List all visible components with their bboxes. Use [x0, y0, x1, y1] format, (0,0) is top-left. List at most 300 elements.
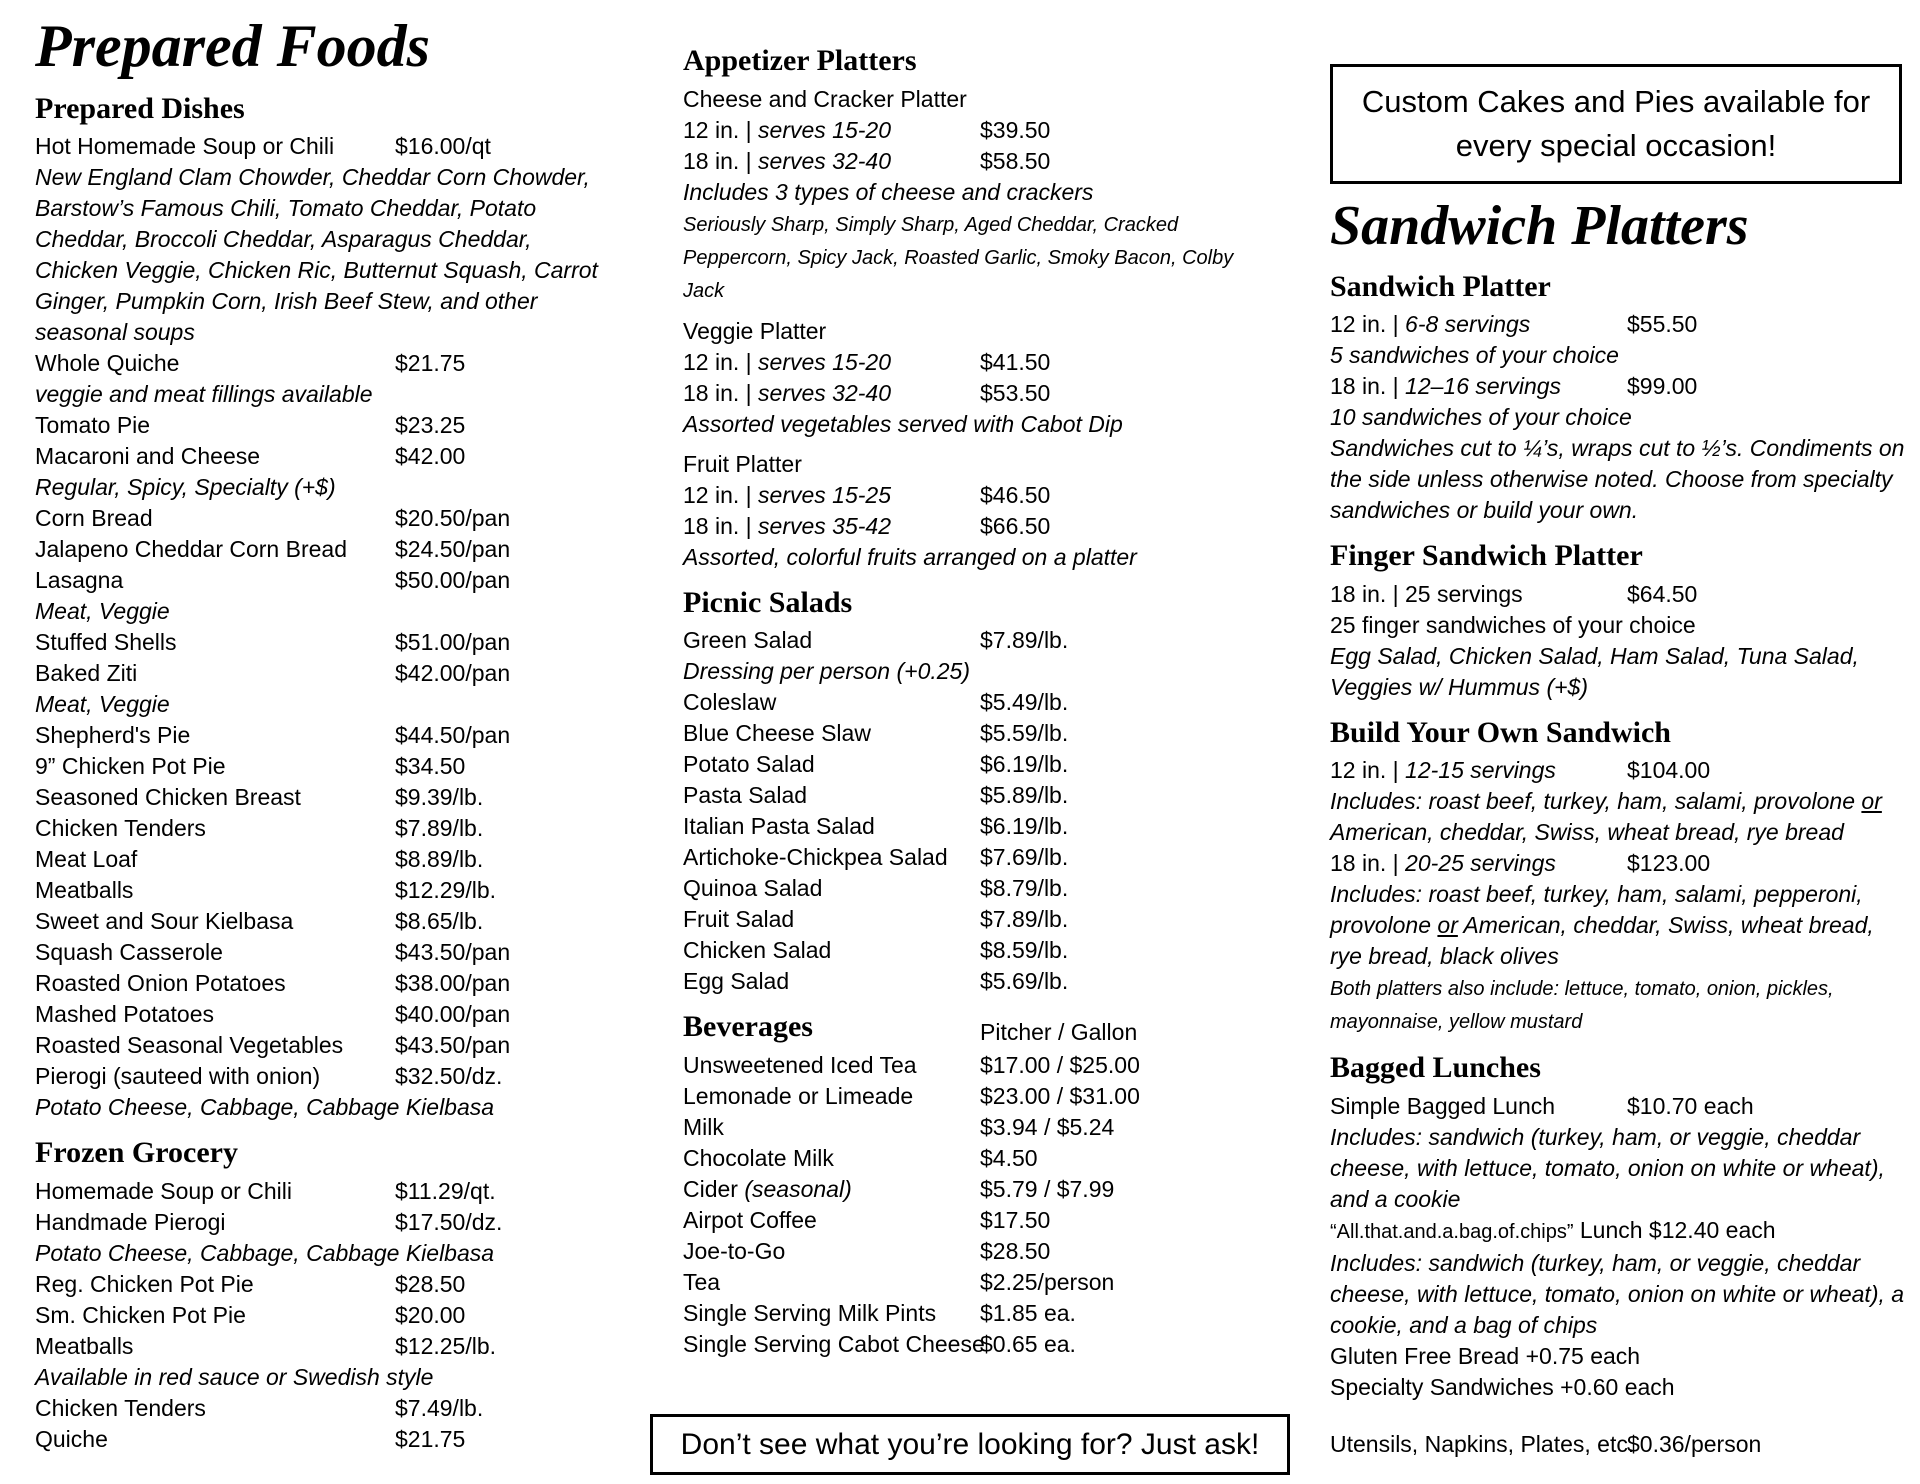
item-label: [35, 412, 150, 438]
menu-item: [683, 687, 1248, 718]
menu-item: [35, 565, 600, 596]
text-segment: 10 sandwiches of your choice: [1330, 404, 1632, 430]
menu-item: [35, 534, 600, 565]
text-segment: Blue Cheese Slaw: [683, 720, 871, 746]
menu-item: [683, 347, 1248, 378]
text-segment: Tomato Pie: [35, 412, 151, 439]
item-label: [35, 691, 170, 717]
text-segment: Egg Salad, Chicken Salad, Ham Salad, Tuna Salad, Veggies w/ Hummus (+$): [1330, 642, 1859, 700]
item-label: [35, 598, 170, 624]
text-segment: 25 finger sandwiches of your choice: [1330, 611, 1696, 638]
item-price: $41.50: [980, 348, 1051, 375]
text-segment: 12 in. |: [683, 116, 759, 143]
item-label: [35, 846, 137, 872]
menu-note: [35, 1362, 600, 1393]
section-title: Build Your Own Sandwich: [1330, 715, 1671, 749]
text-segment: Available in red sauce or Swedish style: [35, 1363, 434, 1390]
menu-note: [1330, 972, 1905, 1038]
menu-item: [683, 1174, 1248, 1205]
text-segment: 12 in. |: [683, 348, 759, 375]
item-label: [683, 544, 1137, 570]
menu-item: [35, 1176, 600, 1207]
item-label: [683, 1331, 985, 1357]
text-segment: Joe-to-Go: [683, 1237, 786, 1264]
menu-item: [683, 1081, 1248, 1112]
menu-note: [683, 84, 1248, 115]
menu-note: [683, 542, 1248, 573]
menu-item: [35, 937, 600, 968]
menu-note: [1330, 402, 1905, 433]
text-segment: Coleslaw: [683, 689, 777, 715]
text-segment: Single Serving Cabot Cheese: [683, 1330, 985, 1357]
menu-item: [683, 625, 1248, 656]
section-title: Prepared Dishes: [35, 91, 245, 125]
section-header: [683, 1010, 1248, 1045]
item-label: [1330, 757, 1556, 783]
section-header: [35, 1136, 600, 1171]
item-label: [1330, 435, 1904, 523]
section-title: Beverages: [683, 1010, 813, 1043]
text-segment: Jalapeno Cheddar Corn Bread: [35, 536, 347, 563]
item-price: $6.19/lb.: [980, 813, 1069, 839]
item-price: $8.59/lb.: [980, 937, 1069, 963]
text-segment: Regular, Spicy, Specialty (+$): [35, 474, 336, 501]
item-label: [35, 753, 225, 779]
item-label: [1330, 404, 1632, 430]
menu-note: [683, 409, 1248, 440]
item-price: $2.25/person: [980, 1268, 1115, 1295]
item-price: $17.00 / $25.00: [980, 1051, 1140, 1078]
item-label: [35, 784, 301, 810]
text-segment: Sandwiches cut to ¼’s, wraps cut to ½’s. Condiments on the side unless otherwise noted. Choose from specialty sandwiches or build your own.: [1330, 435, 1905, 523]
item-label: [35, 908, 293, 934]
section-title: Finger Sandwich Platter: [1330, 539, 1643, 572]
menu-item: [683, 115, 1248, 146]
item-label: [35, 567, 123, 593]
item-price: $34.50: [395, 753, 466, 780]
text-segment: Meatballs: [35, 877, 134, 904]
item-price: $42.00/pan: [395, 660, 511, 687]
text-segment: Includes 3 types of cheese and crackers: [683, 178, 1094, 205]
text-segment: Chicken Salad: [683, 937, 832, 963]
text-segment: Fruit Salad: [683, 906, 795, 932]
section-title: Bagged Lunches: [1330, 1051, 1541, 1084]
section-header: [1330, 270, 1905, 305]
item-label: [1330, 881, 1874, 969]
menu-item: [35, 720, 600, 751]
menu-item: [35, 410, 600, 441]
section-price-column-header: Pitcher / Gallon: [980, 1019, 1138, 1045]
menu-note: [1330, 1341, 1905, 1372]
item-price: $10.70 each: [1627, 1092, 1754, 1119]
menu-item: [35, 1331, 600, 1362]
text-segment: Shepherd's Pie: [35, 722, 191, 749]
menu-item: [1330, 1091, 1905, 1122]
item-price: $44.50/pan: [395, 722, 511, 749]
text-segment: 20-25 servings: [1405, 850, 1556, 876]
menu-note: [683, 177, 1248, 208]
item-price: $28.50: [395, 1270, 466, 1297]
item-label: [683, 451, 802, 477]
item-label: [35, 1302, 246, 1328]
text-segment: Macaroni and Cheese: [35, 443, 261, 470]
text-segment: 5 sandwiches of your choice: [1330, 342, 1619, 368]
item-label: [683, 411, 1123, 437]
item-price: $4.50: [980, 1144, 1038, 1171]
text-segment: Pasta Salad: [683, 782, 808, 808]
custom-cakes-callout: Custom Cakes and Pies available for every special occasion!: [1330, 64, 1902, 184]
text-segment: Simple Bagged Lunch: [1330, 1092, 1556, 1119]
text-segment: Quinoa Salad: [683, 875, 823, 901]
menu-item: [683, 718, 1248, 749]
menu-item: [683, 811, 1248, 842]
text-segment: Gluten Free Bread +0.75 each: [1330, 1342, 1641, 1369]
menu-item: [35, 131, 600, 162]
item-label: [35, 877, 133, 903]
item-label: [35, 1032, 343, 1058]
item-price: $46.50: [980, 481, 1051, 508]
item-label: [683, 937, 831, 963]
item-label: [683, 380, 891, 406]
item-price: $20.50/pan: [395, 505, 511, 532]
item-price: $0.65 ea.: [980, 1330, 1076, 1357]
text-segment: Airpot Coffee: [683, 1206, 817, 1233]
menu-item: [683, 935, 1248, 966]
text-segment: Dressing per person (+0.25): [683, 658, 971, 684]
item-label: [35, 1426, 108, 1452]
menu-item: [35, 1030, 600, 1061]
menu-note: [35, 162, 600, 348]
item-price: $39.50: [980, 116, 1051, 143]
menu-item: [683, 749, 1248, 780]
item-label: [683, 1269, 720, 1295]
item-label: [683, 513, 891, 539]
menu-item: [683, 1143, 1248, 1174]
text-segment: serves 15-20: [758, 116, 891, 143]
item-label: [35, 1001, 214, 1027]
text-segment: Meat, Veggie: [35, 691, 170, 718]
item-label: [35, 505, 153, 531]
menu-item: [35, 627, 600, 658]
text-segment: Meat, Veggie: [35, 598, 170, 625]
text-segment: 18 in. |: [683, 512, 759, 539]
menu-item: [683, 1112, 1248, 1143]
menu-note: [1330, 879, 1905, 972]
text-segment: Tea: [683, 1268, 721, 1295]
item-label: [683, 349, 891, 375]
text-segment: Artichoke-Chickpea Salad: [683, 844, 948, 870]
menu-item: [683, 511, 1248, 542]
text-segment: 12 in. |: [1330, 757, 1406, 783]
menu-item: [683, 1329, 1248, 1360]
menu-note: [1330, 1122, 1905, 1215]
item-price: $17.50/dz.: [395, 1208, 503, 1235]
item-price: $11.29/qt.: [395, 1177, 496, 1204]
item-label: [35, 1240, 494, 1266]
text-segment: Seriously Sharp, Simply Sharp, Aged Cheddar, Cracked Peppercorn, Spicy Jack, Roasted Garlic, Smoky Bacon, Colby Jack: [683, 213, 1234, 302]
item-label: [35, 381, 373, 407]
text-segment: Potato Salad: [683, 751, 815, 777]
item-label: [1330, 373, 1561, 399]
text-segment: Potato Cheese, Cabbage, Cabbage Kielbasa: [35, 1094, 495, 1121]
page-title: Prepared Foods: [35, 13, 430, 79]
text-segment: Stuffed Shells: [35, 629, 177, 656]
item-label: [35, 970, 286, 996]
text-segment: American, cheddar, Swiss, wheat bread, rye bread, black olives: [1330, 912, 1874, 969]
section-header: [683, 44, 1248, 79]
item-label: [683, 751, 815, 777]
menu-note: [35, 379, 600, 410]
text-segment: 18 in. |: [683, 147, 759, 174]
text-segment: serves 32-40: [758, 147, 891, 174]
item-price: $38.00/pan: [395, 970, 511, 997]
text-segment: Roasted Onion Potatoes: [35, 970, 286, 997]
item-label: [1330, 788, 1882, 845]
text-segment: Includes: sandwich (turkey, ham, or veggie, cheddar cheese, with lettuce, tomato, onion on white or wheat), and a cookie: [1330, 1123, 1885, 1212]
menu-note: [35, 472, 600, 503]
text-segment: 12 in. |: [683, 481, 759, 508]
item-price: $53.50: [980, 379, 1051, 406]
item-label: [35, 629, 177, 655]
item-price: $0.36/person: [1627, 1430, 1762, 1457]
item-label: [35, 1209, 226, 1235]
text-segment: Veggie Platter: [683, 317, 827, 344]
item-label: [683, 1145, 834, 1171]
menu-note: [683, 656, 1248, 687]
section-title: Appetizer Platters: [683, 44, 917, 77]
item-label: [35, 1333, 133, 1359]
menu-item: [683, 780, 1248, 811]
item-price: $50.00/pan: [395, 567, 511, 594]
item-label: [683, 782, 807, 808]
menu-item: [35, 782, 600, 813]
text-segment: American, cheddar, Swiss, wheat bread, rye bread: [1330, 819, 1844, 845]
text-segment: Sweet and Sour Kielbasa: [35, 908, 294, 935]
menu-item: [1330, 371, 1905, 402]
text-segment: Chicken Tenders: [35, 815, 206, 842]
item-price: $1.85 ea.: [980, 1299, 1076, 1326]
text-segment: Egg Salad: [683, 968, 790, 994]
text-segment: Squash Casserole: [35, 939, 223, 966]
page-title: Sandwich Platters: [1330, 195, 1749, 258]
item-label: [1330, 974, 1834, 1033]
menu-item: [683, 966, 1248, 997]
item-label: [683, 318, 826, 344]
text-segment: Hot Homemade Soup or Chili: [35, 133, 335, 160]
menu-item: [35, 751, 600, 782]
menu-note: [35, 1238, 600, 1269]
text-segment: 18 in. |: [1330, 850, 1406, 876]
item-label: [683, 627, 812, 653]
section-header: [1330, 539, 1905, 574]
menu-item: [35, 503, 600, 534]
item-price: $16.00/qt: [395, 133, 491, 160]
menu-item: [35, 1393, 600, 1424]
item-label: [1330, 1093, 1555, 1119]
item-label: [35, 1178, 292, 1204]
text-segment: or: [1437, 912, 1458, 938]
section-header: [35, 92, 600, 127]
item-price: $7.49/lb.: [395, 1394, 484, 1421]
item-label: [1330, 1431, 1634, 1457]
menu-item: [35, 999, 600, 1030]
menu-item: [35, 1061, 600, 1092]
section-title: Picnic Salads: [683, 585, 853, 619]
item-label: [1330, 1217, 1776, 1243]
item-price: $9.39/lb.: [395, 784, 484, 811]
item-price: $23.00 / $31.00: [980, 1082, 1140, 1109]
text-segment: Reg. Chicken Pot Pie: [35, 1270, 254, 1297]
text-segment: Handmade Pierogi: [35, 1208, 226, 1235]
item-price: $20.00: [395, 1301, 466, 1328]
text-segment: Assorted, colorful fruits arranged on a platter: [683, 543, 1137, 570]
menu-item: [683, 1205, 1248, 1236]
item-price: $58.50: [980, 147, 1051, 174]
item-label: [683, 906, 794, 932]
item-price: $7.89/lb.: [395, 815, 484, 842]
text-segment: Sm. Chicken Pot Pie: [35, 1301, 246, 1328]
text-segment: New England Clam Chowder, Cheddar Corn Chowder, Barstow’s Famous Chili, Tomato Cheddar, Potato Cheddar, Broccoli Cheddar, Asparagus Cheddar, Chicken Veggie, Chicken Ric, Butternut Squash, Carrot Ginger, Pumpkin Corn, Irish Beef Stew, and other seasonal soups: [35, 164, 598, 346]
item-label: [35, 443, 260, 469]
menu-note: [683, 316, 1248, 347]
item-price: $8.65/lb.: [395, 908, 484, 935]
menu-item: [1330, 579, 1905, 610]
menu-item: [683, 378, 1248, 409]
item-label: [1330, 311, 1530, 337]
item-label: [1330, 581, 1523, 607]
text-segment: Single Serving Milk Pints: [683, 1299, 937, 1326]
item-label: [1330, 1374, 1675, 1400]
item-label: [683, 1238, 785, 1264]
item-label: [35, 1271, 254, 1297]
item-label: [35, 1094, 494, 1120]
item-price: $51.00/pan: [395, 629, 511, 656]
item-label: [35, 536, 347, 562]
text-segment: Fruit Platter: [683, 450, 802, 477]
menu-item: [683, 842, 1248, 873]
section-title: Frozen Grocery: [35, 1136, 238, 1170]
item-label: [683, 1207, 817, 1233]
text-segment: 6-8 servings: [1405, 311, 1531, 337]
text-segment: Unsweetened Iced Tea: [683, 1051, 917, 1078]
text-segment: Both platters also include: lettuce, tomato, onion, pickles, mayonnaise, yellow mustard: [1330, 978, 1834, 1033]
text-segment: Specialty Sandwiches +0.60 each: [1330, 1373, 1675, 1400]
item-price: $66.50: [980, 512, 1051, 539]
text-segment: Homemade Soup or Chili: [35, 1177, 292, 1204]
menu-note: [1330, 1372, 1905, 1403]
menu-item: [1330, 755, 1905, 786]
text-segment: 12 in. |: [1330, 311, 1406, 337]
text-segment: serves 15-20: [758, 348, 891, 375]
text-segment: Seasoned Chicken Breast: [35, 784, 301, 811]
item-price: $7.69/lb.: [980, 844, 1069, 870]
item-label: [1330, 342, 1619, 368]
item-price: $6.19/lb.: [980, 751, 1069, 777]
item-label: [35, 1364, 433, 1390]
item-label: [1330, 612, 1696, 638]
text-segment: Lunch $12.40 each: [1573, 1216, 1776, 1243]
menu-note: [35, 596, 600, 627]
text-segment: Mashed Potatoes: [35, 1001, 215, 1028]
item-price: $104.00: [1627, 757, 1711, 783]
item-label: [1330, 643, 1859, 700]
text-segment: 18 in. |: [1330, 373, 1406, 399]
item-label: [683, 1083, 913, 1109]
menu-item: [683, 1236, 1248, 1267]
menu-item: [683, 480, 1248, 511]
menu-note: [1330, 1248, 1905, 1341]
menu-note: [1330, 433, 1905, 526]
text-segment: Includes: roast beef, turkey, ham, salami, pepperoni, provolone: [1330, 881, 1863, 938]
menu-item: [1330, 309, 1905, 340]
item-price: $12.25/lb.: [395, 1332, 497, 1359]
item-price: $21.75: [395, 350, 466, 377]
menu-item: [35, 1424, 600, 1455]
item-price: $43.50/pan: [395, 1032, 511, 1059]
text-segment: Pierogi (sauteed with onion): [35, 1063, 321, 1090]
menu-item: [35, 1207, 600, 1238]
item-price: $8.89/lb.: [395, 846, 484, 873]
item-price: $43.50/pan: [395, 939, 511, 966]
text-segment: Whole Quiche: [35, 350, 180, 377]
item-label: [683, 658, 970, 684]
item-label: [35, 815, 206, 841]
menu-item: [683, 904, 1248, 935]
menu-item: [35, 348, 600, 379]
item-label: [683, 875, 822, 901]
menu-item: [683, 146, 1248, 177]
text-segment: 9” Chicken Pot Pie: [35, 753, 226, 780]
menu-item: [1330, 848, 1905, 879]
column-sandwich-platters: [1330, 60, 1905, 1460]
item-price: $7.89/lb.: [980, 627, 1069, 653]
menu-item: [683, 873, 1248, 904]
column-platters-salads-beverages: [680, 44, 1260, 1475]
item-label: [683, 1176, 852, 1202]
item-price: $17.50: [980, 1206, 1051, 1233]
menu-note: [1330, 786, 1905, 848]
text-segment: “All.that.and.a.bag.of.chips”: [1330, 1220, 1574, 1243]
item-price: $5.69/lb.: [980, 968, 1069, 994]
item-label: [35, 1395, 206, 1421]
text-segment: Quiche: [35, 1425, 108, 1452]
item-label: [683, 1300, 936, 1326]
menu-item: [1330, 1429, 1905, 1460]
item-label: [683, 720, 871, 746]
item-price: $99.00: [1627, 373, 1698, 399]
text-segment: Lemonade or Limeade: [683, 1082, 914, 1109]
text-segment: Includes: sandwich (turkey, ham, or veggie, cheddar cheese, with lettuce, tomato, onion on white or wheat), a cookie, and a bag of chips: [1330, 1249, 1905, 1338]
item-price: $64.50: [1627, 580, 1698, 607]
menu-note: [1330, 641, 1905, 703]
item-label: [683, 148, 891, 174]
text-segment: 12-15 servings: [1405, 757, 1556, 783]
menu-item: [35, 875, 600, 906]
text-segment: Utensils, Napkins, Plates, etc.: [1330, 1430, 1635, 1457]
text-segment: 12–16 servings: [1405, 373, 1562, 399]
menu-item: [35, 844, 600, 875]
item-price: $5.79 / $7.99: [980, 1175, 1115, 1202]
text-segment: serves 15-25: [758, 481, 891, 508]
text-segment: Cider: [683, 1175, 745, 1202]
text-segment: Lasagna: [35, 567, 124, 594]
item-price: $32.50/dz.: [395, 1063, 503, 1090]
item-label: [35, 474, 336, 500]
menu-item: [35, 1300, 600, 1331]
text-segment: Assorted vegetables served with Cabot Dip: [683, 410, 1123, 437]
text-segment: Roasted Seasonal Vegetables: [35, 1032, 344, 1059]
text-segment: Corn Bread: [35, 505, 153, 532]
